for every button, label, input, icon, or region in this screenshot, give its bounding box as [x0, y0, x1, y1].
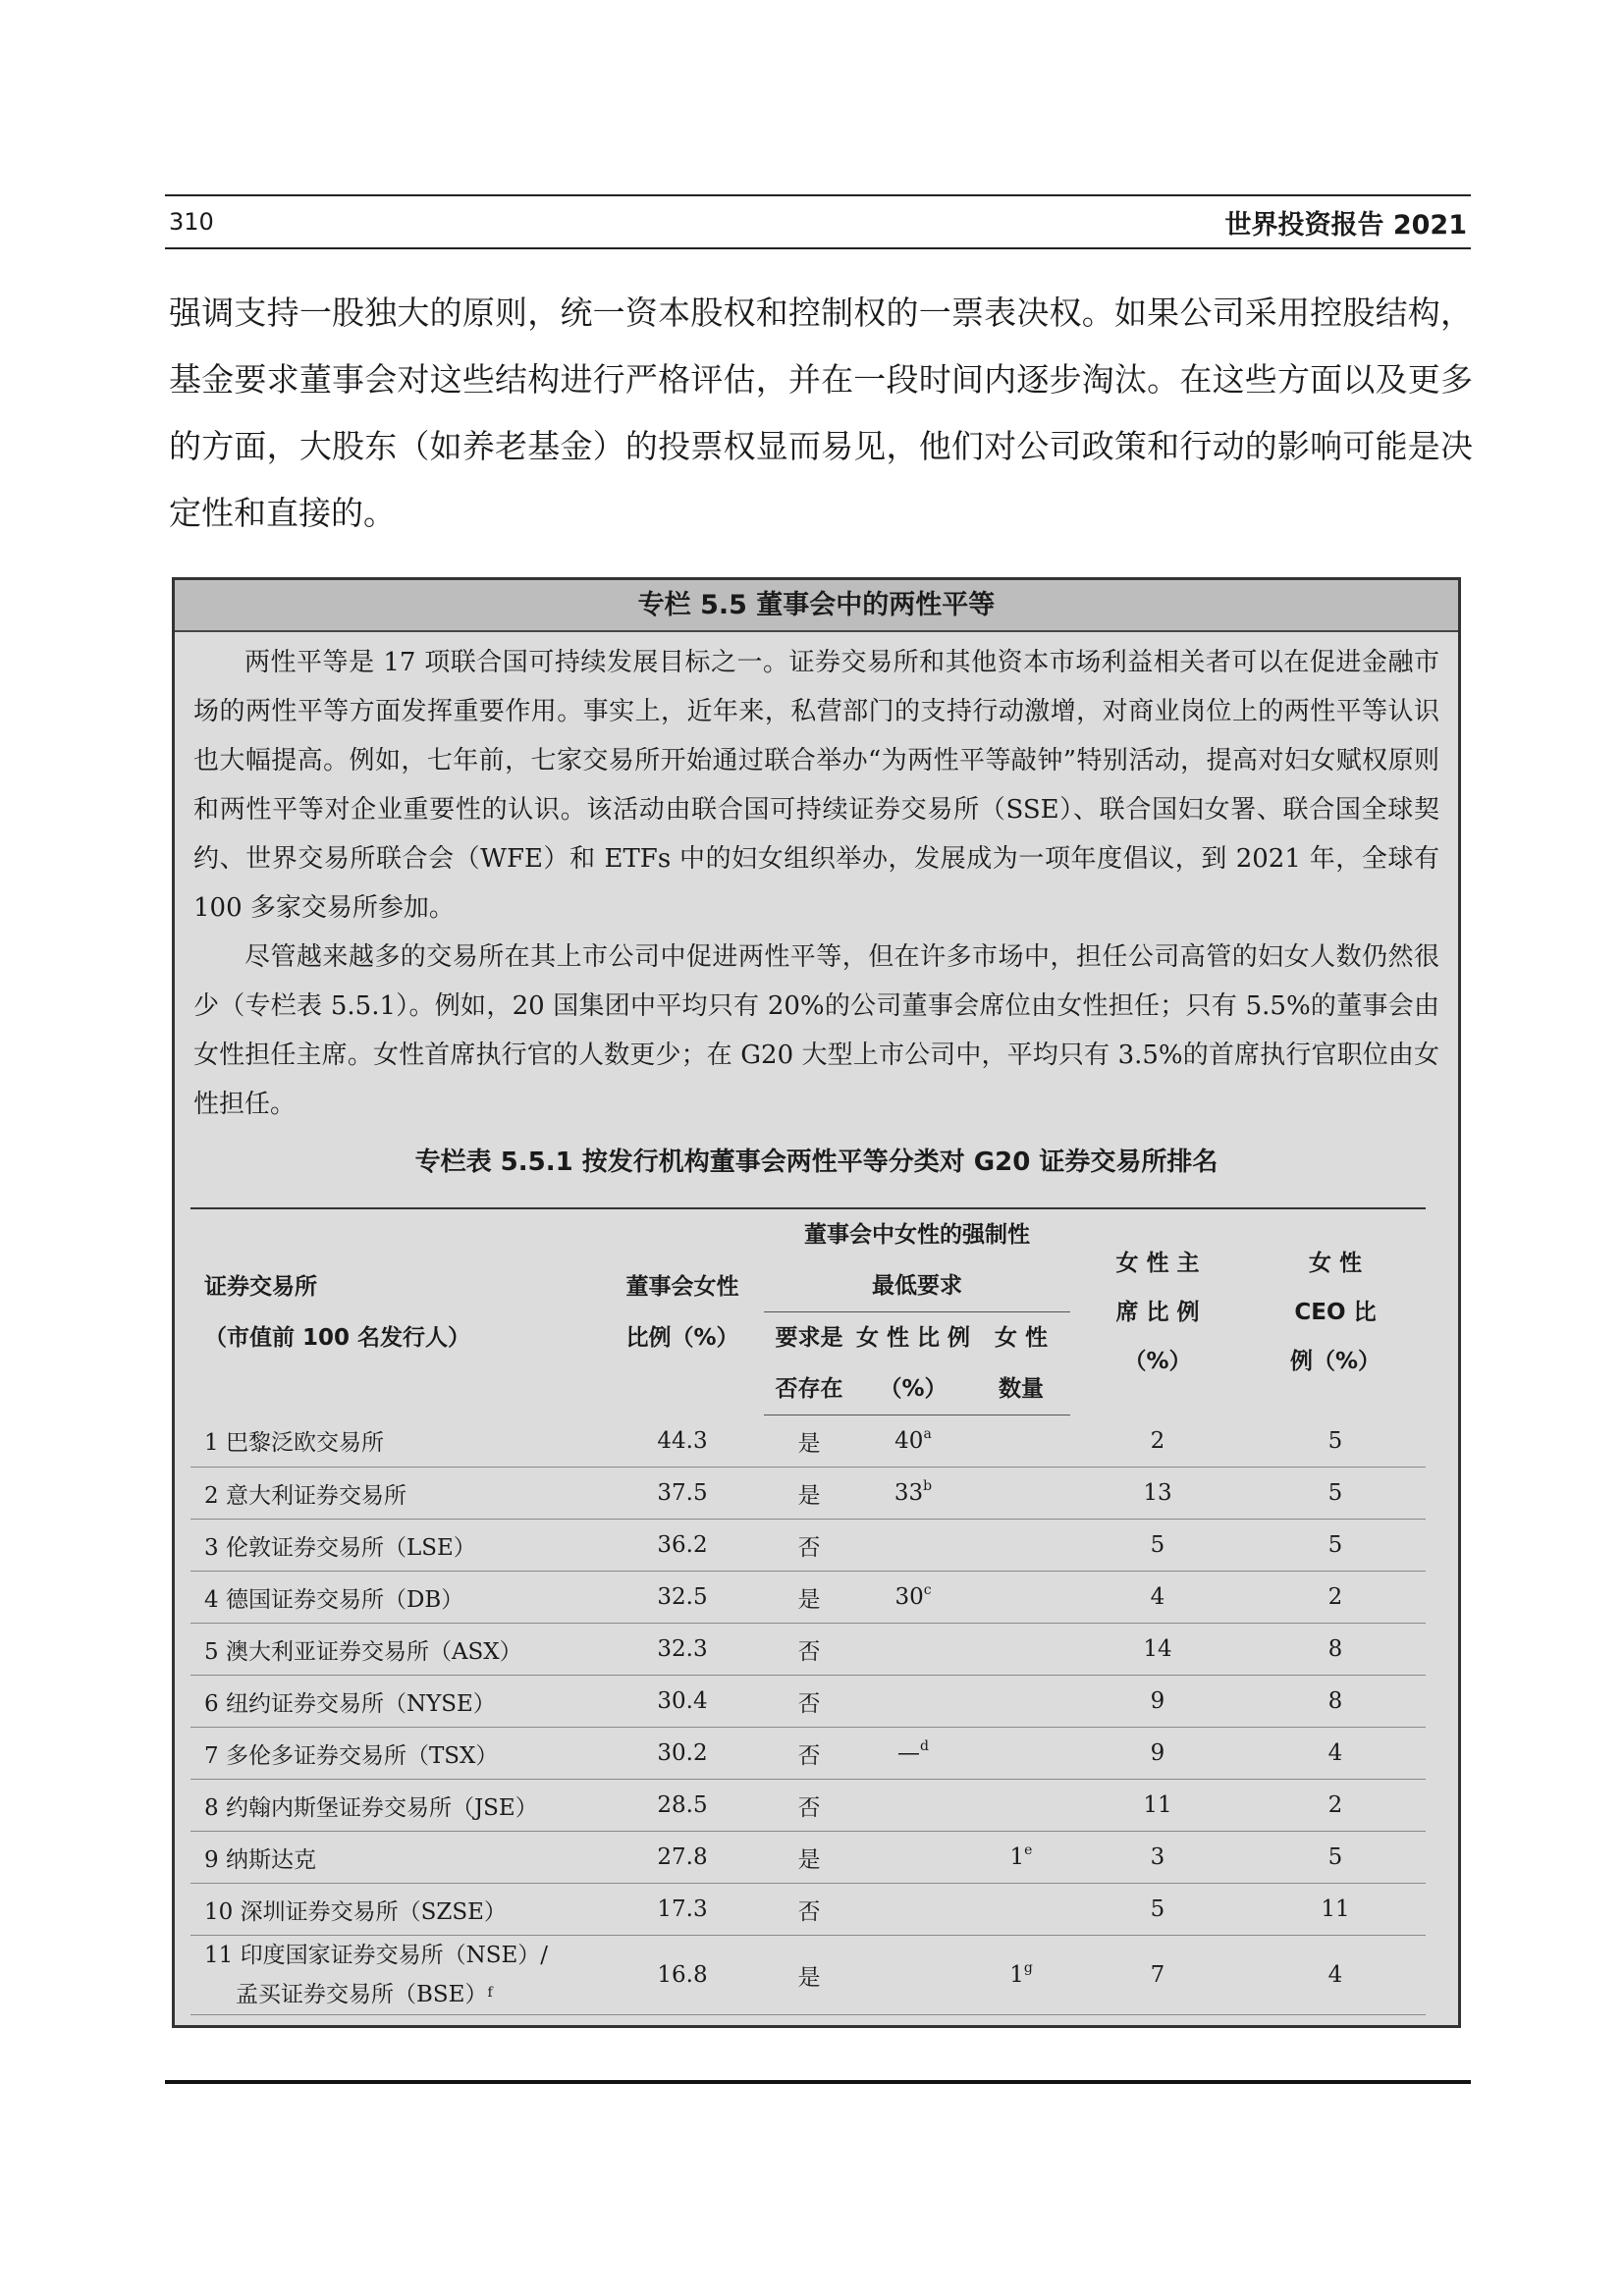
mandate-percent — [854, 1520, 972, 1572]
board-share: 32.3 — [601, 1624, 764, 1676]
mandate-percent — [854, 1676, 972, 1728]
box-5-5 — [172, 577, 1461, 2028]
female-ceo: 4 — [1245, 1728, 1426, 1780]
female-ceo: 5 — [1245, 1520, 1426, 1572]
female-ceo: 5 — [1245, 1468, 1426, 1520]
exchange-name: 4 德国证券交易所（DB） — [190, 1572, 601, 1624]
mandate-exists: 是 — [764, 1572, 854, 1624]
female-chair: 11 — [1070, 1780, 1245, 1832]
board-share: 44.3 — [601, 1415, 764, 1468]
mandate-count — [972, 1415, 1070, 1468]
header-mandate-count: 女 性 数量 — [972, 1312, 1070, 1415]
box-title: 专栏 5.5 董事会中的两性平等 — [175, 580, 1458, 632]
header-board-share: 董事会女性 比例（%） — [601, 1208, 764, 1415]
page-number: 310 — [169, 208, 214, 236]
exchange-name: 2 意大利证券交易所 — [190, 1468, 601, 1520]
mandate-exists: 是 — [764, 1832, 854, 1884]
mandate-percent: 30$^c$ — [854, 1572, 972, 1624]
mandate-count — [972, 1728, 1070, 1780]
exchange-name: 11 印度国家证券交易所（NSE）/ 孟买证券交易所（BSE）$^f$ — [190, 1936, 601, 2015]
mandate-exists: 是 — [764, 1936, 854, 2015]
female-ceo: 8 — [1245, 1624, 1426, 1676]
exchange-name: 5 澳大利亚证券交易所（ASX） — [190, 1624, 601, 1676]
exchange-name: 6 纽约证券交易所（NYSE） — [190, 1676, 601, 1728]
table-title: 专栏表 5.5.1 按发行机构董事会两性平等分类对 G20 证券交易所排名 — [414, 1148, 1218, 1177]
female-ceo: 4 — [1245, 1936, 1426, 2015]
board-share: 37.5 — [601, 1468, 764, 1520]
female-chair: 9 — [1070, 1676, 1245, 1728]
header-exchange: 证券交易所 （市值前 100 名发行人） — [190, 1208, 601, 1415]
female-chair: 5 — [1070, 1520, 1245, 1572]
board-share: 27.8 — [601, 1832, 764, 1884]
female-ceo: 5 — [1245, 1415, 1426, 1468]
board-share: 32.5 — [601, 1572, 764, 1624]
female-chair: 3 — [1070, 1832, 1245, 1884]
board-share: 36.2 — [601, 1520, 764, 1572]
mandate-percent — [854, 1780, 972, 1832]
mandate-percent: —$^d$ — [854, 1728, 972, 1780]
mandate-count: 1e — [972, 1832, 1070, 1884]
exchange-name: 1 巴黎泛欧交易所 — [190, 1415, 601, 1468]
header-mandate-exists: 要求是 否存在 — [764, 1312, 854, 1415]
header-mandate-percent: 女 性 比 例 （%） — [854, 1312, 972, 1415]
mandate-exists: 否 — [764, 1676, 854, 1728]
female-chair: 5 — [1070, 1884, 1245, 1936]
running-title: 世界投资报告 2021 — [1224, 209, 1467, 240]
board-share: 16.8 — [601, 1936, 764, 2015]
exchange-name: 10 深圳证券交易所（SZSE） — [190, 1884, 601, 1936]
mandate-count — [972, 1468, 1070, 1520]
mandate-percent: 40$^a$ — [854, 1415, 972, 1468]
table-row — [190, 1520, 1426, 1572]
female-chair: 7 — [1070, 1936, 1245, 2015]
box-body — [175, 632, 1458, 1182]
table-row — [190, 1624, 1426, 1676]
box-paragraph: 两性平等是 17 项联合国可持续发展目标之一。证券交易所和其他资本市场利益相关者可以在促进金融市场的两性平等方面发挥重要作用。事实上，近年来，私营部门的支持行动激增，对商业岗位上的两性平等认识也大幅提高。例如，七年前，七家交易所开始通过联合举办“为两性平等敲钟”特别活动，提高对妇女赋权原则和两性平等对企业重要性的认识。该活动由联合国可持续证券交易所（SSE）、联合国妇女署、联合国全球契约、世界交易所联合会（WFE）和 ETFs 中的妇女组织举办，发展成为一项年度倡议，到 2021 年，全球有 100 多家交易所参加。 — [193, 648, 1439, 923]
mandate-percent: 33$^b$ — [854, 1468, 972, 1520]
mandate-count — [972, 1572, 1070, 1624]
female-ceo: 8 — [1245, 1676, 1426, 1728]
female-chair: 13 — [1070, 1468, 1245, 1520]
female-ceo: 2 — [1245, 1780, 1426, 1832]
table-row — [190, 1884, 1426, 1936]
board-share: 17.3 — [601, 1884, 764, 1936]
table-row — [190, 1468, 1426, 1520]
exchange-name: 3 伦敦证券交易所（LSE） — [190, 1520, 601, 1572]
mandate-exists: 是 — [764, 1468, 854, 1520]
board-share: 30.4 — [601, 1676, 764, 1728]
female-chair: 4 — [1070, 1572, 1245, 1624]
footer-rule — [165, 2080, 1471, 2084]
mandate-exists: 否 — [764, 1728, 854, 1780]
mandate-count — [972, 1624, 1070, 1676]
table-row — [190, 1676, 1426, 1728]
page-header — [165, 194, 1471, 249]
mandate-count — [972, 1884, 1070, 1936]
female-ceo: 2 — [1245, 1572, 1426, 1624]
table-row — [190, 1832, 1426, 1884]
mandate-exists: 否 — [764, 1520, 854, 1572]
table-row — [190, 1780, 1426, 1832]
female-chair: 2 — [1070, 1415, 1245, 1468]
mandate-percent — [854, 1832, 972, 1884]
exchange-name: 7 多伦多证券交易所（TSX） — [190, 1728, 601, 1780]
mandate-count — [972, 1520, 1070, 1572]
female-chair: 9 — [1070, 1728, 1245, 1780]
mandate-exists: 否 — [764, 1624, 854, 1676]
table-row — [190, 1728, 1426, 1780]
mandate-percent — [854, 1624, 972, 1676]
mandate-exists: 否 — [764, 1780, 854, 1832]
ranking-table — [190, 1207, 1426, 2015]
header-mandate-group: 董事会中女性的强制性 最低要求 — [764, 1208, 1070, 1312]
mandate-percent — [854, 1936, 972, 2015]
box-paragraph: 尽管越来越多的交易所在其上市公司中促进两性平等，但在许多市场中，担任公司高管的妇女人数仍然很少（专栏表 5.5.1）。例如，20 国集团中平均只有 20%的公司董事会席位由女性担任；只有 5.5%的董事会由女性担任主席。女性首席执行官的人数更少；在 G20 大型上市公司中，平均只有 3.5%的首席执行官职位由女性担任。 — [193, 942, 1439, 1119]
mandate-percent — [854, 1884, 972, 1936]
table-row — [190, 1415, 1426, 1468]
exchange-name: 9 纳斯达克 — [190, 1832, 601, 1884]
exchange-name: 8 约翰内斯堡证券交易所（JSE） — [190, 1780, 601, 1832]
mandate-exists: 是 — [764, 1415, 854, 1468]
board-share: 30.2 — [601, 1728, 764, 1780]
board-share: 28.5 — [601, 1780, 764, 1832]
header-female-chair: 女 性 主 席 比 例 （%） — [1070, 1208, 1245, 1415]
header-female-ceo: 女 性 CEO 比 例（%） — [1245, 1208, 1426, 1415]
mandate-count — [972, 1676, 1070, 1728]
mandate-exists: 否 — [764, 1884, 854, 1936]
table-row — [190, 1572, 1426, 1624]
female-ceo: 11 — [1245, 1884, 1426, 1936]
intro-paragraph: 强调支持一股独大的原则，统一资本股权和控制权的一票表决权。如果公司采用控股结构，基金要求董事会对这些结构进行严格评估，并在一段时间内逐步淘汰。在这些方面以及更多的方面，大股东（如养老基金）的投票权显而易见，他们对公司政策和行动的影响可能是决定性和直接的。 — [169, 294, 1473, 532]
mandate-count — [972, 1780, 1070, 1832]
female-chair: 14 — [1070, 1624, 1245, 1676]
mandate-count: 1$^g$ — [972, 1936, 1070, 2015]
female-ceo: 5 — [1245, 1832, 1426, 1884]
table-row — [190, 1936, 1426, 2015]
